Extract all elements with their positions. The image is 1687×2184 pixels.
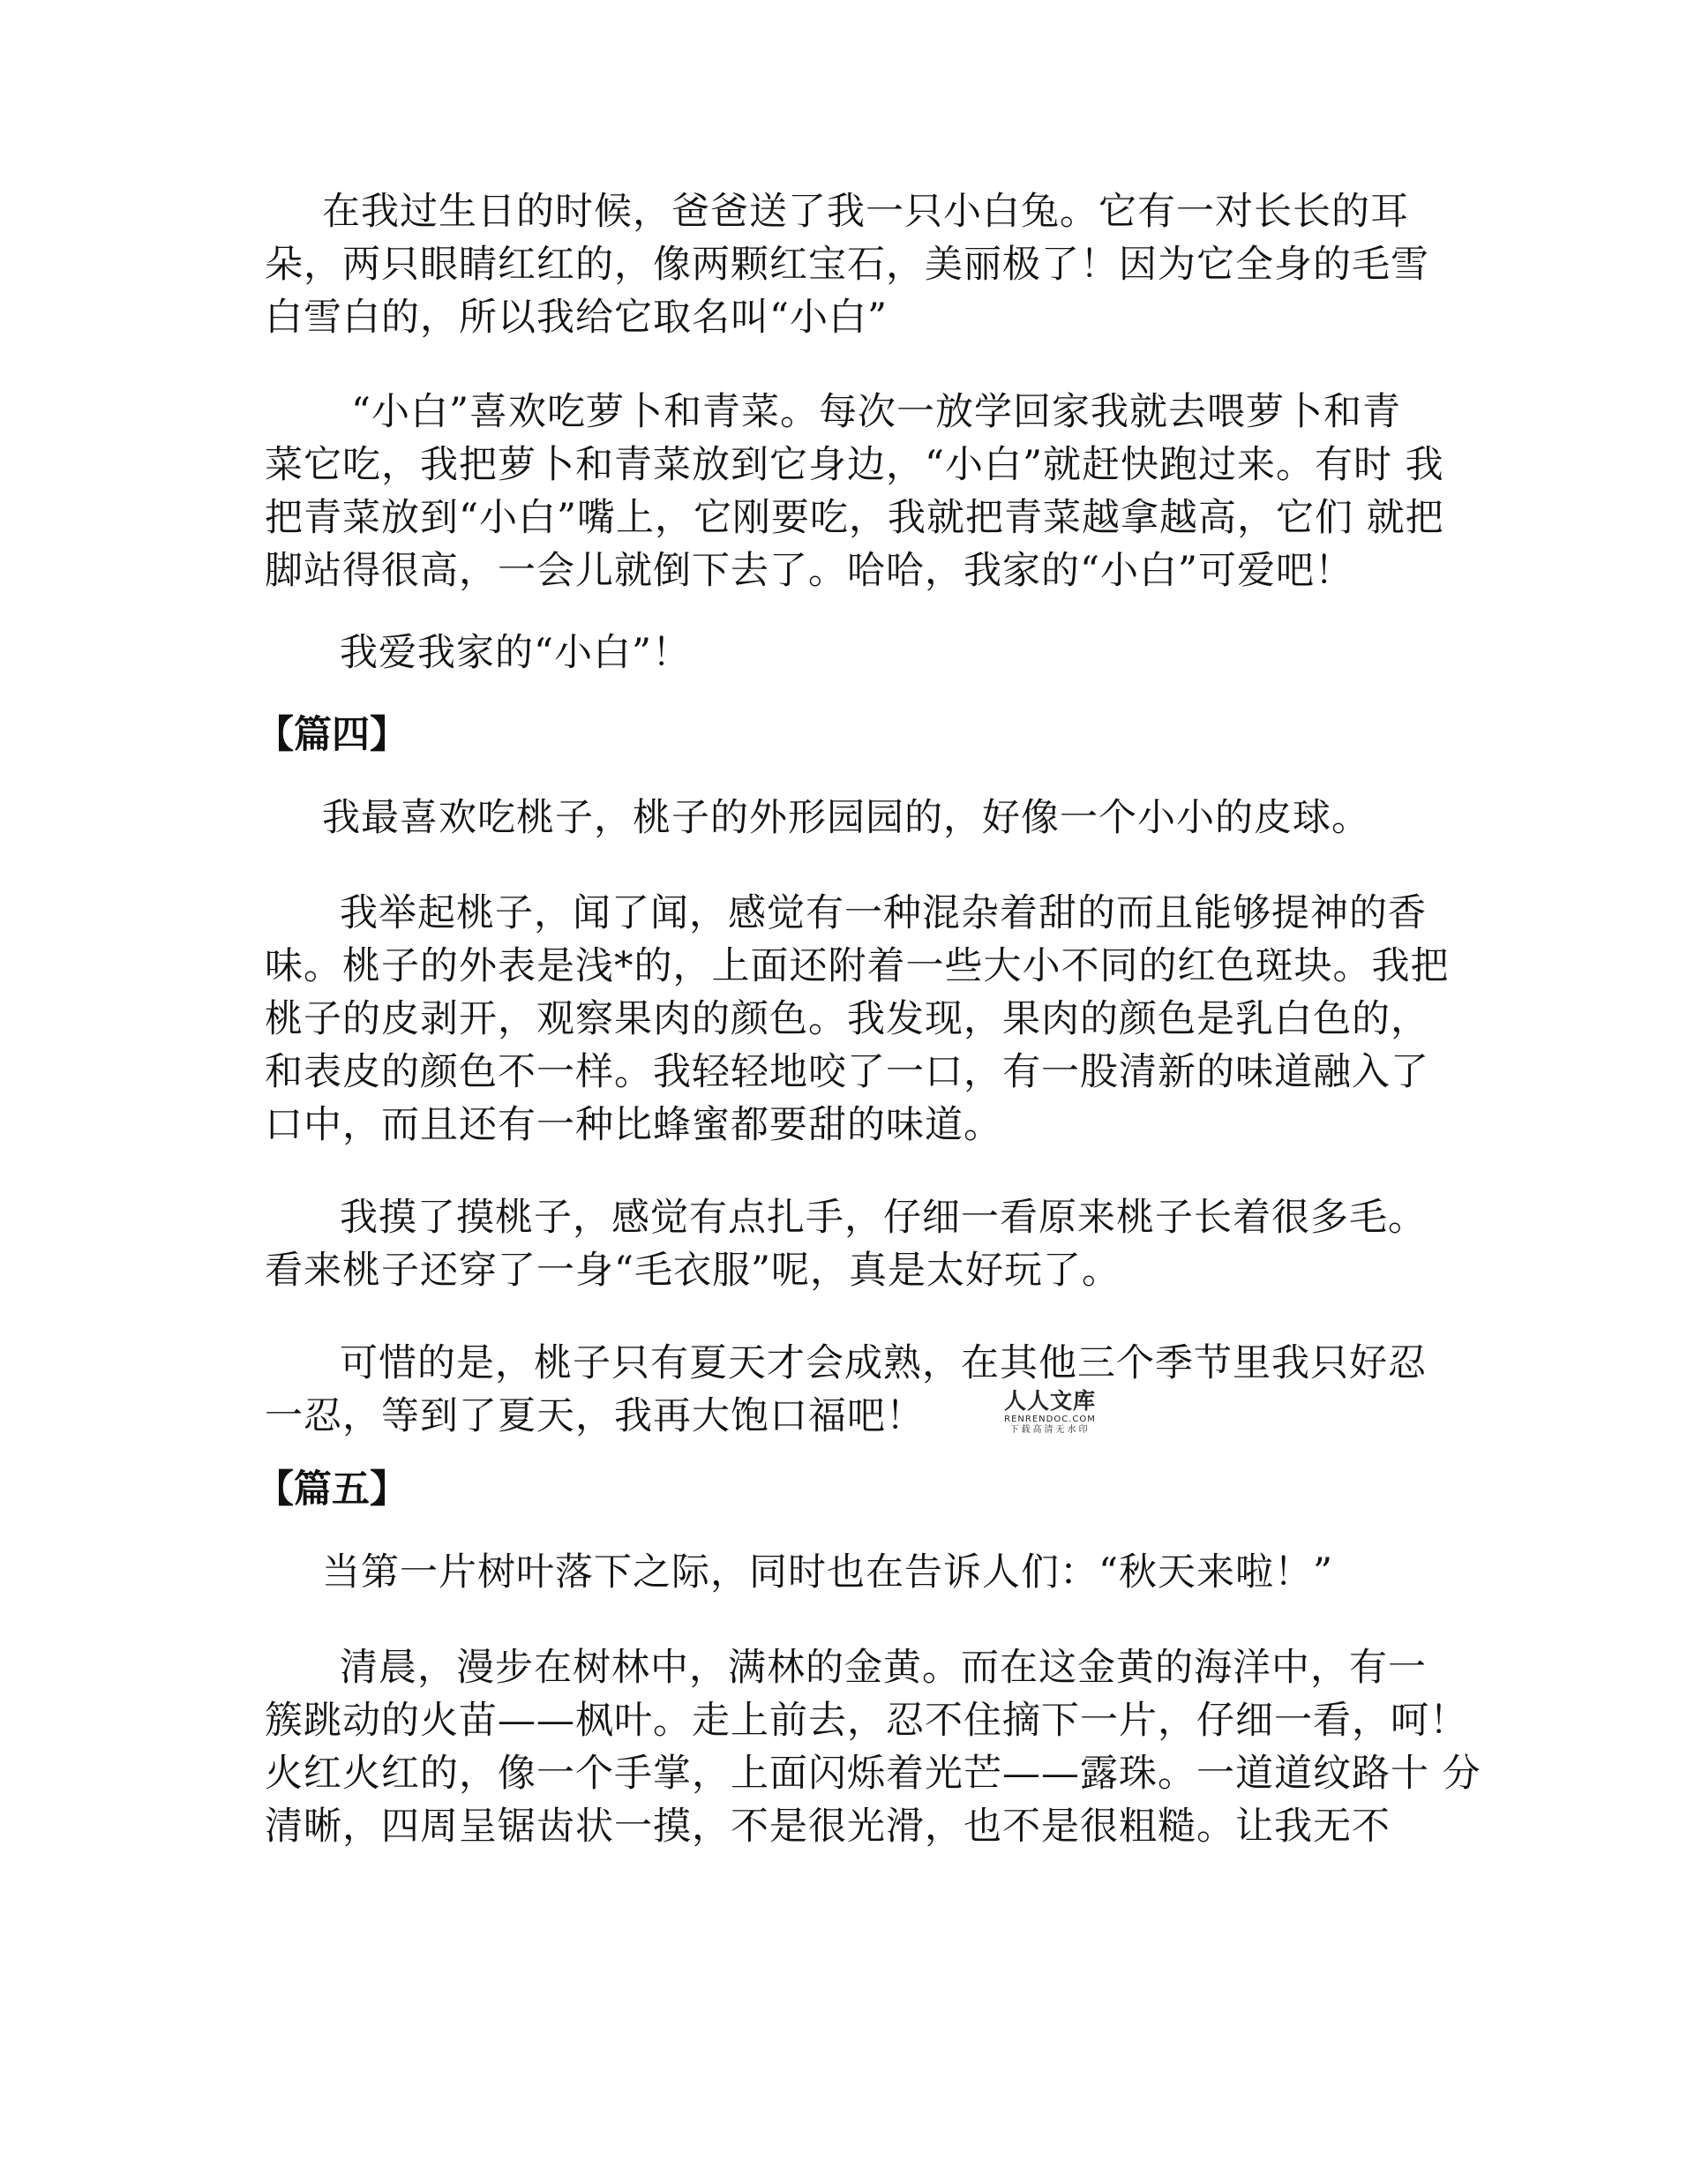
paragraph-9-line-1: 清晨，漫步在树林中，满林的金黄。而在这金黄的海洋中，有一 <box>340 1646 1427 1690</box>
paragraph-6-line-2: 看来桃子还穿了一身“毛衣服”呢，真是太好玩了。 <box>265 1249 1121 1293</box>
paragraph-8-line-1: 当第一片树叶落下之际，同时也在告诉人们：“秋天来啦！” <box>322 1550 1333 1595</box>
paragraph-9-line-2: 簇跳动的火苗——枫叶。走上前去，忍不住摘下一片，仔细一看，呵！ <box>265 1699 1468 1743</box>
paragraph-6-line-1: 我摸了摸桃子，感觉有点扎手，仔细一看原来桃子长着很多毛。 <box>340 1196 1427 1240</box>
paragraph-1-line-2: 朵，两只眼睛红红的，像两颗红宝石，美丽极了！因为它全身的毛雪 <box>265 243 1429 287</box>
watermark-subtitle: 下载高清无水印 <box>1009 1425 1091 1435</box>
paragraph-4-line-1: 我最喜欢吃桃子，桃子的外形园园的，好像一个小小的皮球。 <box>322 796 1370 840</box>
paragraph-2-line-1: “小白”喜欢吃萝卜和青菜。每次一放学回家我就去喂萝卜和青 <box>351 390 1401 434</box>
paragraph-1-line-1: 在我过生日的时候，爸爸送了我一只小白兔。它有一对长长的耳 <box>322 190 1409 234</box>
watermark-url: RENRENDOC.COM <box>1004 1415 1096 1424</box>
watermark-logo <box>984 1388 1116 1436</box>
section-heading-5: 【篇五】 <box>256 1467 408 1512</box>
paragraph-5-line-4: 和表皮的颜色不一样。我轻轻地咬了一口，有一股清新的味道融入了 <box>265 1050 1429 1094</box>
paragraph-2-line-2: 菜它吃，我把萝卜和青菜放到它身边，“小白”就赶快跑过来。有时 我 <box>265 443 1444 487</box>
paragraph-5-line-1: 我举起桃子，闻了闻，感觉有一种混杂着甜的而且能够提神的香 <box>340 891 1427 935</box>
paragraph-3-line-1: 我爱我家的“小白”！ <box>340 631 691 675</box>
paragraph-7-line-2: 一忍，等到了夏天，我再大饱口福吧！ <box>265 1394 925 1438</box>
paragraph-5-line-3: 桃子的皮剥开，观察果肉的颜色。我发现，果肉的颜色是乳白色的， <box>265 997 1429 1041</box>
paragraph-5-line-5: 口中，而且还有一种比蜂蜜都要甜的味道。 <box>265 1103 1002 1147</box>
section-heading-4: 【篇四】 <box>256 713 408 757</box>
paragraph-9-line-3: 火红火红的，像一个手掌，上面闪烁着光芒——露珠。一道道纹路十 分 <box>265 1752 1481 1796</box>
watermark-title: 人人文库 <box>1003 1388 1096 1414</box>
paragraph-5-line-2: 味。桃子的外表是浅*的，上面还附着一些大小不同的红色斑块。我把 <box>265 944 1450 988</box>
paragraph-1-line-3: 白雪白的，所以我给它取名叫“小白” <box>265 296 888 340</box>
paragraph-7-line-1: 可惜的是，桃子只有夏天才会成熟，在其他三个季节里我只好忍 <box>340 1341 1427 1385</box>
paragraph-2-line-3: 把青菜放到“小白”嘴上，它刚要吃，我就把青菜越拿越高，它们 就把 <box>265 496 1444 540</box>
paragraph-9-line-4: 清晰，四周呈锯齿状一摸，不是很光滑，也不是很粗糙。让我无不 <box>265 1805 1391 1849</box>
paragraph-2-line-4: 脚站得很高，一会儿就倒下去了。哈哈，我家的“小白”可爱吧！ <box>265 549 1353 593</box>
